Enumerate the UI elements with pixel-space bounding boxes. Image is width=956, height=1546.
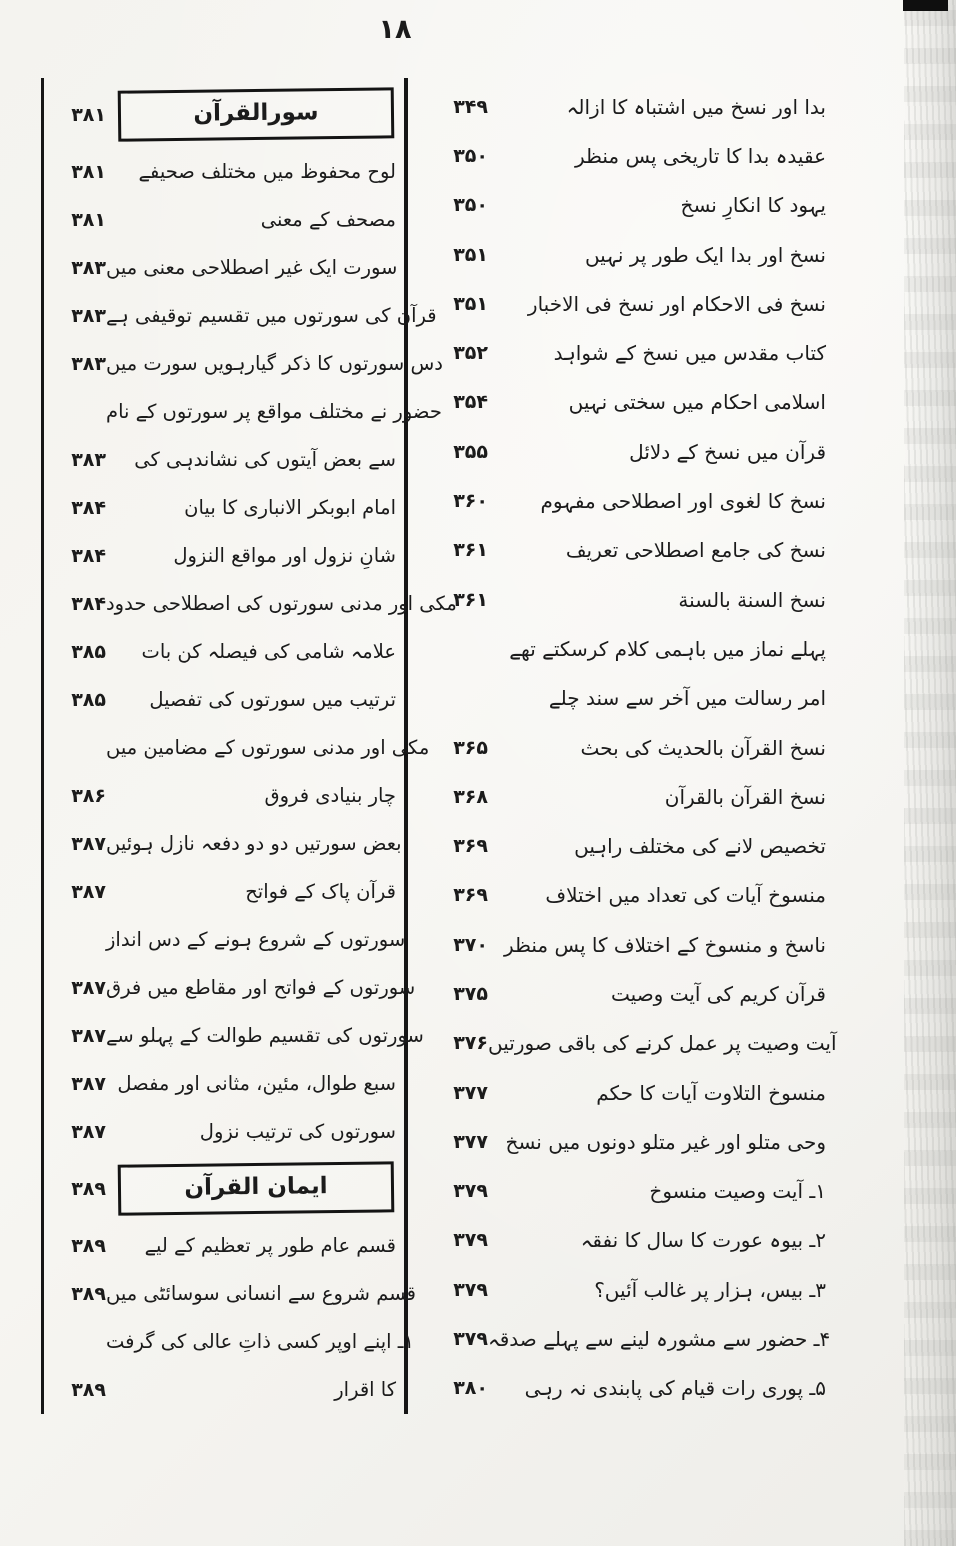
entry-page-number: ۳۸۹ <box>71 1379 106 1401</box>
entry-page-number: ۳۶۵ <box>453 736 488 759</box>
toc-entry <box>434 476 826 525</box>
toc-entry <box>434 82 826 131</box>
entry-page-number: ۳۸۵ <box>71 689 106 711</box>
toc-entry <box>52 1222 396 1270</box>
entry-title: عقیدہ بدا کا تاریخی پس منظر <box>574 143 826 168</box>
toc-entry <box>52 196 396 244</box>
entry-page-number: ۳۷۶ <box>453 1032 488 1055</box>
toc-entry <box>52 436 396 484</box>
toc-entry <box>52 1108 396 1156</box>
entry-title: آیت وصیت پر عمل کرنے کی باقی صورتیں <box>488 1031 837 1056</box>
entry-page-number: ۳۵۰ <box>453 144 488 167</box>
toc-entry <box>52 916 406 964</box>
toc-entry <box>52 292 437 340</box>
entry-title: قرآن میں نسخ کے دلائل <box>629 439 826 464</box>
entry-page-number: ۳۶۹ <box>453 884 488 907</box>
toc-entry <box>52 1366 396 1414</box>
toc-entry <box>434 181 826 230</box>
entry-title: امام ابوبکر الانباری کا بیان <box>184 496 396 520</box>
entry-title: قسم شروع سے انسانی سوسائٹی میں <box>106 1282 416 1306</box>
toc-entry <box>434 969 826 1018</box>
entry-page-number: ۳۸۷ <box>71 1025 106 1047</box>
toc-entry <box>52 1012 424 1060</box>
entry-page-number: ۳۷۰ <box>453 933 488 956</box>
entry-page-number: ۳۸۴ <box>71 545 106 567</box>
entry-title: ۱ـ آیت وصیت منسوخ <box>649 1179 826 1204</box>
entry-page-number: ۳۷۹ <box>453 1229 488 1252</box>
entry-page-number: ۳۶۸ <box>453 785 488 808</box>
entry-title: سورتوں کے فواتح اور مقاطع میں فرق <box>106 976 416 1000</box>
entry-page-number: ۳۷۷ <box>453 1130 488 1153</box>
entry-title: نسخ کی جامع اصطلاحی تعریف <box>565 538 826 563</box>
entry-title: شانِ نزول اور مواقع النزول <box>173 544 396 568</box>
entry-title: ۴ـ حضور سے مشورہ لینے سے پہلے صدقہ <box>488 1327 831 1352</box>
toc-entry <box>52 82 396 148</box>
entry-title: سورت ایک غیر اصطلاحی معنی میں <box>106 256 398 280</box>
toc-entry <box>52 820 402 868</box>
toc-entry <box>52 772 396 820</box>
entry-title: سبع طوال، مئین، مثانی اور مفصل <box>117 1072 396 1096</box>
entry-page-number: ۳۸۴ <box>71 497 106 519</box>
toc-entry <box>52 1060 396 1108</box>
entry-title: بدا اور نسخ میں اشتباہ کا ازالہ <box>566 94 826 119</box>
toc-entry <box>434 1117 826 1166</box>
entry-page-number: ۳۵۲ <box>453 342 488 365</box>
entry-page-number: ۳۷۵ <box>453 982 488 1005</box>
toc-entry <box>434 1167 826 1216</box>
toc-entry <box>434 871 826 920</box>
toc-entry <box>52 628 396 676</box>
toc-entry <box>52 1156 396 1222</box>
entry-title: حضور نے مختلف مواقع پر سورتوں کے نام <box>106 400 442 424</box>
entry-page-number: ۳۵۰ <box>453 194 488 217</box>
entry-page-number: ۳۸۱ <box>71 104 106 126</box>
entry-title: ۲ـ بیوہ عورت کا سال کا نفقہ <box>580 1228 826 1253</box>
toc-left-column <box>52 82 457 1414</box>
entry-title: علامہ شامی کی فیصلہ کن بات <box>141 640 396 664</box>
entry-title: چار بنیادی فروق <box>264 784 396 808</box>
toc-entry <box>434 328 826 377</box>
entry-page-number: ۳۴۹ <box>453 95 488 118</box>
left-margin-rule <box>41 78 44 1414</box>
entry-page-number: ۳۸۷ <box>71 977 106 999</box>
entry-page-number: ۳۷۹ <box>453 1278 488 1301</box>
entry-title: قرآن کی سورتوں میں تقسیم توقیفی ہے <box>106 304 437 328</box>
entry-page-number: ۳۷۷ <box>453 1081 488 1104</box>
toc-entry <box>52 484 396 532</box>
entry-page-number: ۳۸۹ <box>71 1235 106 1257</box>
entry-title: نسخ القرآن بالحدیث کی بحث <box>580 735 826 760</box>
entry-title: وحی متلو اور غیر متلو دونوں میں نسخ <box>505 1129 826 1154</box>
entry-page-number: ۳۸۹ <box>71 1178 106 1200</box>
entry-page-number: ۳۵۵ <box>453 440 488 463</box>
entry-page-number: ۳۶۱ <box>453 588 488 611</box>
toc-entry <box>52 964 416 1012</box>
entry-page-number: ۳۶۱ <box>453 539 488 562</box>
entry-title: نسخ کا لغوی اور اصطلاحی مفہوم <box>540 489 826 514</box>
entry-title: مکی اور مدنی سورتوں کے مضامین میں <box>106 736 430 760</box>
toc-entry <box>52 1318 414 1366</box>
entry-title: منسوخ التلاوت آیات کا حکم <box>596 1080 826 1105</box>
page-number: ۱۸ <box>378 14 412 45</box>
entry-title: قرآن کریم کی آیت وصیت <box>611 981 826 1006</box>
toc-entry <box>434 1068 826 1117</box>
toc-entry <box>434 1216 826 1265</box>
entry-title: پہلے نماز میں باہمی کلام کرسکتے تھے <box>509 636 826 661</box>
entry-page-number: ۳۸۶ <box>71 785 106 807</box>
entry-page-number: ۳۸۱ <box>71 209 106 231</box>
toc-entry <box>434 674 826 723</box>
toc-entry <box>434 378 826 427</box>
entry-title: سورتوں کی ترتیب نزول <box>199 1120 396 1144</box>
entry-page-number: ۳۶۹ <box>453 835 488 858</box>
entry-page-number: ۳۸۳ <box>71 257 106 279</box>
entry-page-number: ۳۸۳ <box>71 449 106 471</box>
toc-entry <box>434 1314 831 1363</box>
toc-entry <box>434 526 826 575</box>
entry-title: ترتیب میں سورتوں کی تفصیل <box>149 688 396 712</box>
entry-title: مکی اور مدنی سورتوں کی اصطلاحی حدود <box>106 592 457 616</box>
entry-page-number: ۳۸۹ <box>71 1283 106 1305</box>
toc-entry <box>434 1019 837 1068</box>
toc-entry <box>434 772 826 821</box>
entry-page-number: ۳۸۷ <box>71 833 106 855</box>
section-heading-box: سورالقرآن <box>118 88 395 143</box>
entry-page-number: ۳۸۷ <box>71 1121 106 1143</box>
toc-entry <box>434 131 826 180</box>
toc-entry <box>434 723 826 772</box>
entry-page-number: ۳۸۵ <box>71 641 106 663</box>
toc-entry <box>434 1265 826 1314</box>
entry-title: دس سورتوں کا ذکر گیارہویں سورت میں <box>106 352 443 376</box>
toc-entry <box>434 575 826 624</box>
toc-entry <box>52 388 442 436</box>
toc-entry <box>52 676 396 724</box>
toc-entry <box>52 1270 416 1318</box>
entry-title: سورتوں کے شروع ہونے کے دس انداز <box>106 928 406 952</box>
entry-title: کتاب مقدس میں نسخ کے شواہد <box>553 341 826 366</box>
entry-title: سورتوں کی تقسیم طوالت کے پہلو سے <box>106 1024 424 1048</box>
entry-page-number: ۳۸۷ <box>71 881 106 903</box>
entry-title: بعض سورتیں دو دو دفعہ نازل ہوئیں <box>106 832 402 856</box>
entry-title: کا اقرار <box>334 1378 396 1402</box>
toc-entry <box>52 868 396 916</box>
entry-page-number: ۳۶۰ <box>453 490 488 513</box>
toc-right-column <box>434 82 837 1413</box>
toc-entry <box>52 340 443 388</box>
entry-title: تخصیص لانے کی مختلف راہیں <box>574 834 826 859</box>
entry-title: ۵ـ پوری رات قیام کی پابندی نہ رہی <box>524 1376 826 1401</box>
entry-title: نسخ فی الاحکام اور نسخ فی الاخبار <box>527 291 826 316</box>
entry-title: یہود کا انکارِ نسخ <box>680 193 826 218</box>
toc-entry <box>434 920 826 969</box>
entry-title: قرآن پاک کے فواتح <box>245 880 396 904</box>
entry-page-number: ۳۸۷ <box>71 1073 106 1095</box>
entry-title: سے بعض آیتوں کی نشاندہی کی <box>134 448 396 472</box>
toc-entry <box>434 230 826 279</box>
entry-page-number: ۳۵۱ <box>453 243 488 266</box>
toc-entry <box>52 580 457 628</box>
entry-title: نسخ القرآن بالقرآن <box>664 784 826 809</box>
toc-entry <box>434 427 826 476</box>
toc-entry <box>52 148 396 196</box>
toc-entry <box>434 624 826 673</box>
entry-page-number: ۳۸۰ <box>453 1377 488 1400</box>
scan-corner-mark <box>903 0 948 11</box>
entry-page-number: ۳۵۱ <box>453 292 488 315</box>
entry-title: قسم عام طور پر تعظیم کے لیے <box>144 1234 396 1258</box>
toc-entry <box>52 244 396 292</box>
entry-page-number: ۳۵۴ <box>453 391 488 414</box>
entry-page-number: ۳۸۳ <box>71 353 106 375</box>
toc-entry <box>52 532 396 580</box>
entry-title: نسخ السنة بالسنة <box>678 587 826 612</box>
scan-edge-band <box>904 0 956 1546</box>
toc-entry <box>434 821 826 870</box>
entry-title: لوح محفوظ میں مختلف صحیفے <box>138 160 396 184</box>
entry-title: امر رسالت میں آخر سے سند چلے <box>548 686 826 711</box>
toc-entry <box>434 1364 826 1413</box>
section-heading-box: ایمان القرآن <box>118 1162 395 1217</box>
entry-page-number: ۳۸۴ <box>71 593 106 615</box>
toc-entry <box>434 279 826 328</box>
entry-title: مصحف کے معنی <box>260 208 396 232</box>
toc-entry <box>52 724 430 772</box>
entry-title: ۳ـ بیس، ہزار پر غالب آئیں؟ <box>594 1277 826 1302</box>
entry-title: ناسخ و منسوخ کے اختلاف کا پس منظر <box>503 932 826 957</box>
entry-title: ۱ـ اپنے اوپر کسی ذاتِ عالی کی گرفت <box>106 1330 414 1354</box>
entry-title: اسلامی احکام میں سختی نہیں <box>568 390 826 415</box>
entry-page-number: ۳۸۳ <box>71 305 106 327</box>
entry-page-number: ۳۷۹ <box>453 1328 488 1351</box>
entry-title: نسخ اور بدا ایک طور پر نہیں <box>584 242 826 267</box>
entry-title: منسوخ آیات کی تعداد میں اختلاف <box>545 883 826 908</box>
entry-page-number: ۳۷۹ <box>453 1180 488 1203</box>
entry-page-number: ۳۸۱ <box>71 161 106 183</box>
